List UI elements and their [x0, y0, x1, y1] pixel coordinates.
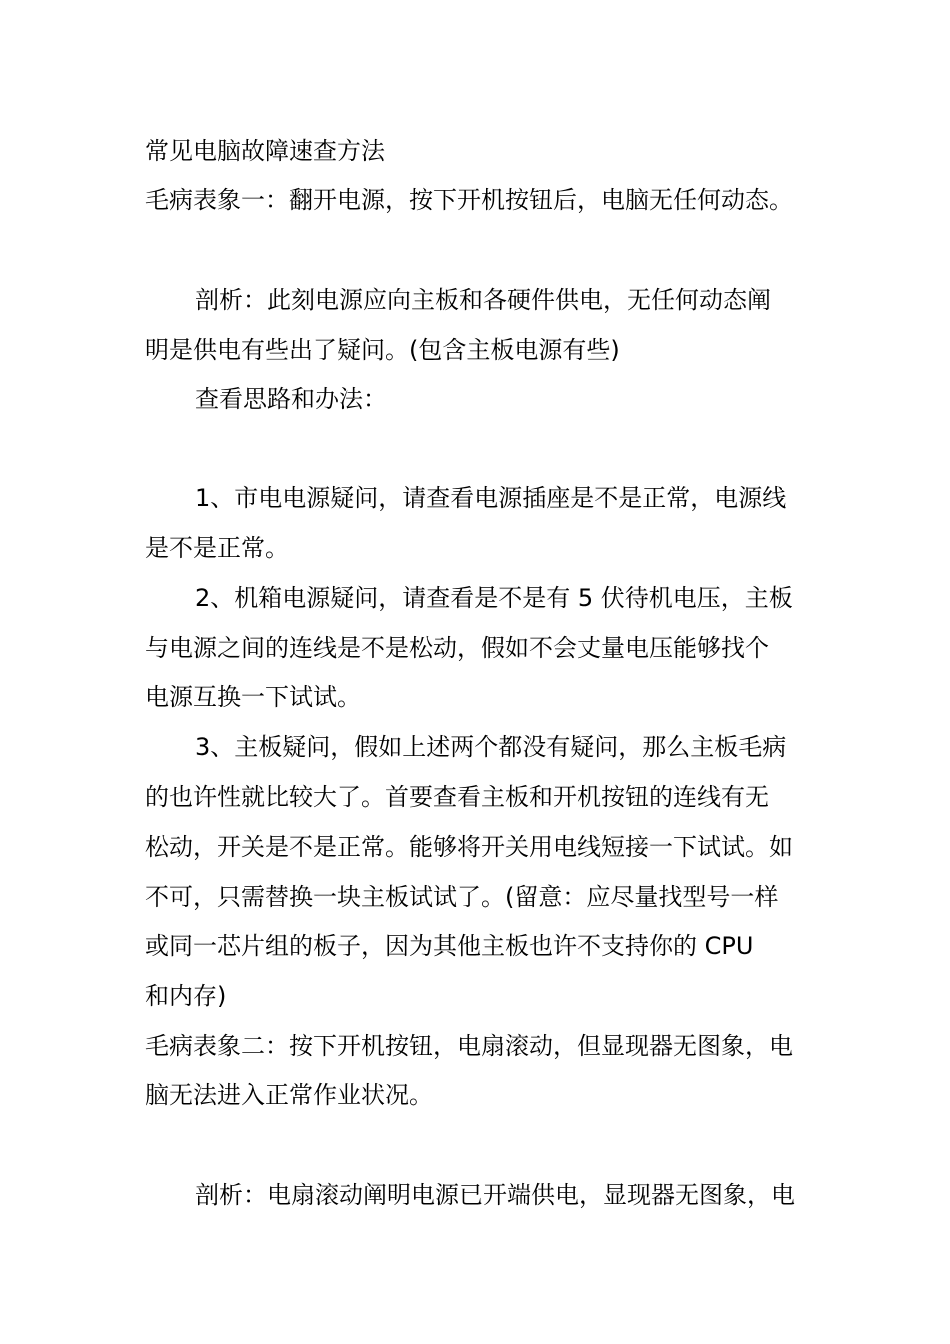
- symptom1-item2-line2: 与电源之间的连线是不是松动，假如不会丈量电压能够找个: [145, 634, 769, 662]
- symptom1-item1-line2: 是不是正常。: [145, 534, 289, 562]
- symptom1-item3-line4: 不可，只需替换一块主板试试了。(留意：应尽量找型号一样: [145, 883, 779, 911]
- symptom1-item1-line1: 1、市电电源疑问，请查看电源插座是不是正常，电源线: [195, 484, 787, 512]
- symptom1-item3-line6: 和内存): [145, 982, 227, 1010]
- symptom1-heading: 毛病表象一：翻开电源，按下开机按钮后，电脑无任何动态。: [145, 186, 793, 214]
- symptom1-item3-line3: 松动，开关是不是正常。能够将开关用电线短接一下试试。如: [145, 833, 793, 861]
- symptom1-item2-line3: 电源互换一下试试。: [145, 683, 361, 711]
- symptom1-item2-line1: 2、机箱电源疑问，请查看是不是有 5 伏待机电压，主板: [195, 584, 793, 612]
- symptom2-heading-line1: 毛病表象二：按下开机按钮，电扇滚动，但显现器无图象，电: [145, 1032, 793, 1060]
- document-title: 常见电脑故障速查方法: [145, 137, 385, 165]
- symptom1-analysis-line2: 明是供电有些出了疑问。(包含主板电源有些): [145, 336, 620, 364]
- symptom1-item3-line5: 或同一芯片组的板子，因为其他主板也许不支持你的 CPU: [145, 932, 754, 960]
- symptom1-item3-line1: 3、主板疑问，假如上述两个都没有疑问，那么主板毛病: [195, 733, 787, 761]
- symptom2-analysis-line1: 剖析：电扇滚动阐明电源已开端供电，显现器无图象，电: [195, 1181, 795, 1209]
- symptom1-item3-line2: 的也许性就比较大了。首要查看主板和开机按钮的连线有无: [145, 783, 769, 811]
- symptom2-heading-line2: 脑无法进入正常作业状况。: [145, 1081, 433, 1109]
- symptom1-approach: 查看思路和办法：: [195, 385, 387, 413]
- symptom1-analysis-line1: 剖析：此刻电源应向主板和各硬件供电，无任何动态阐: [195, 286, 771, 314]
